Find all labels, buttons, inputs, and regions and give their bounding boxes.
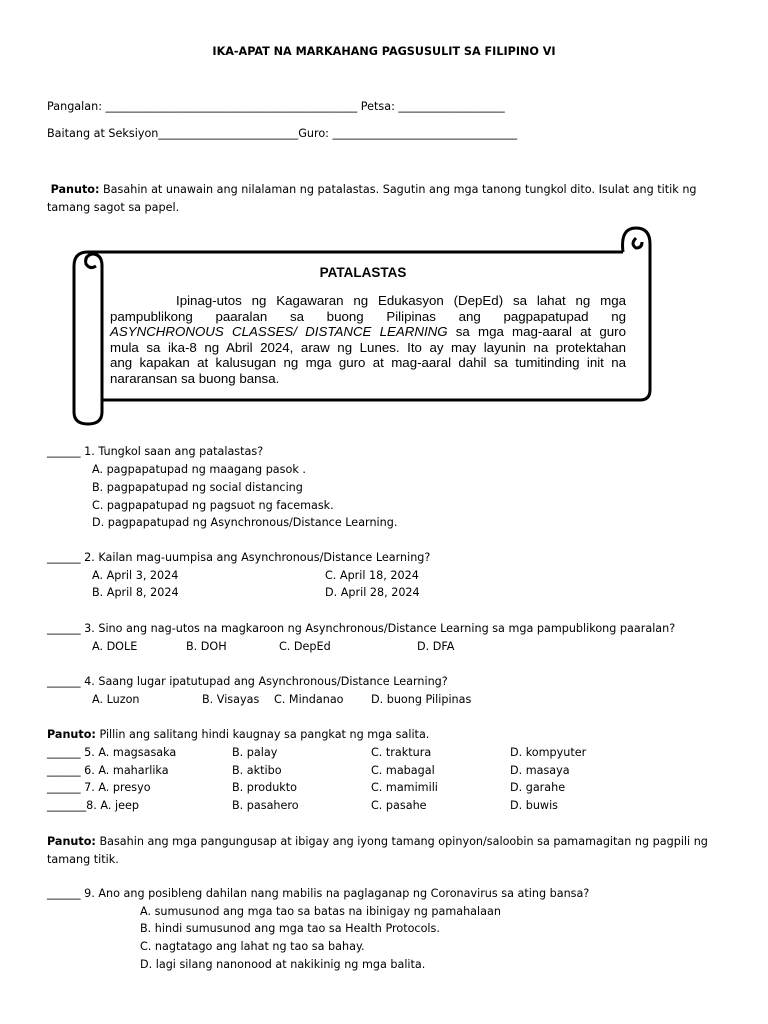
q4-option-c: C. Mindanao xyxy=(274,693,344,706)
word-row-6-a: ______ 6. A. maharlika xyxy=(47,764,169,777)
patalastas-title: PATALASTAS xyxy=(319,265,407,280)
q3-option-d: D. DFA xyxy=(417,640,455,653)
word-row-5-d: D. kompyuter xyxy=(510,746,587,759)
q4-option-b: B. Visayas xyxy=(202,693,260,706)
word-row-7-b: B. produkto xyxy=(232,781,297,794)
patalastas-scroll xyxy=(68,226,658,432)
q2-option-d: D. April 28, 2024 xyxy=(325,586,420,599)
word-row-6-b: B. aktibo xyxy=(232,764,282,777)
instructions-3 xyxy=(47,833,727,869)
q3-option-b: B. DOH xyxy=(186,640,227,653)
word-row-5-b: B. palay xyxy=(232,746,278,759)
q1-option-c: C. pagpapatupad ng pagsuot ng facemask. xyxy=(92,499,334,512)
patalastas-line-3-rest: sa mga mag-aaral at guro xyxy=(447,324,626,340)
instructions-2-text: Pillin ang salitang hindi kaugnay sa pangkat ng mga salita. xyxy=(95,728,430,741)
word-row-8-c: C. pasahe xyxy=(371,799,427,812)
section-teacher-line: Baitang at Seksiyon_________________________Guro: _________________________________ xyxy=(47,127,518,140)
word-row-6-c: C. mabagal xyxy=(371,764,435,777)
q1-option-d: D. pagpapatupad ng Asynchronous/Distance Learning. xyxy=(92,516,398,529)
name-date-line: Pangalan: _____________________________________________ Petsa: ___________________ xyxy=(47,100,505,113)
q2-option-c: C. April 18, 2024 xyxy=(325,569,419,582)
instructions-2-label: Panuto: xyxy=(47,728,96,741)
instructions-1-label: Panuto: xyxy=(50,183,100,196)
q2-option-a: A. April 3, 2024 xyxy=(92,569,179,582)
instructions-3-label: Panuto: xyxy=(47,835,96,848)
word-row-5-a: ______ 5. A. magsasaka xyxy=(47,746,177,759)
patalastas-line-1: Ipinag-utos ng Kagawaran ng Edukasyon (DepEd) sa lahat ng mga xyxy=(176,293,626,308)
word-row-8-d: D. buwis xyxy=(510,799,559,812)
q4-option-a: A. Luzon xyxy=(92,693,140,706)
instructions-1-text: Basahin at unawain ang nilalaman ng patalastas. Sagutin ang mga tanong tungkol dito. Isulat ang titik ng tamang sagot sa papel. xyxy=(47,183,697,214)
word-row-7-a: ______ 7. A. presyo xyxy=(47,781,151,794)
instructions-3-text: Basahin ang mga pangungusap at ibigay ang iyong tamang opinyon/saloobin sa pamamagitan ng pagpili ng tamang titik. xyxy=(47,835,708,866)
q1-option-a: A. pagpapatupad ng maagang pasok . xyxy=(92,463,306,476)
q9-stem: ______ 9. Ano ang posibleng dahilan nang mabilis na paglaganap ng Coronavirus sa ating bansa? xyxy=(47,887,590,900)
q1-stem: ______ 1. Tungkol saan ang patalastas? xyxy=(47,445,264,458)
instructions-1 xyxy=(47,181,727,217)
q2-option-b: B. April 8, 2024 xyxy=(92,586,179,599)
word-row-8-a: _______8. A. jeep xyxy=(47,799,139,812)
q3-option-c: C. DepEd xyxy=(279,640,331,653)
word-row-7-c: C. mamimili xyxy=(371,781,438,794)
patalastas-line-3 xyxy=(110,324,626,340)
q9-option-d: D. lagi silang nanonood at nakikinig ng mga balita. xyxy=(140,958,426,971)
word-row-8-b: B. pasahero xyxy=(232,799,299,812)
page-title: IKA-APAT NA MARKAHANG PAGSUSULIT SA FILIPINO VI xyxy=(212,45,556,58)
q1-option-b: B. pagpapatupad ng social distancing xyxy=(92,481,303,494)
q9-option-c: C. nagtatago ang lahat ng tao sa bahay. xyxy=(140,940,365,953)
patalastas-line-5: ang kapakan at kalusugan ng mga guro at mag-aaral dahil sa tumitinding init na xyxy=(110,355,626,371)
q9-option-b: B. hindi sumusunod ang mga tao sa Health Protocols. xyxy=(140,922,440,935)
word-row-6-d: D. masaya xyxy=(510,764,570,777)
q4-option-d: D. buong Pilipinas xyxy=(371,693,472,706)
instructions-2 xyxy=(47,728,429,741)
patalastas-line-3-italic: ASYNCHRONOUS CLASSES/ DISTANCE LEARNING xyxy=(110,324,448,340)
patalastas-line-4: mula sa ika-8 ng Abril 2024, araw ng Lunes. Ito ay may layunin na protektahan xyxy=(110,339,626,355)
word-row-5-c: C. traktura xyxy=(371,746,432,759)
patalastas-body xyxy=(110,293,626,387)
word-row-7-d: D. garahe xyxy=(510,781,566,794)
patalastas-line-2: pampublikong paaralan sa buong Pilipinas ang pagpapatupad ng xyxy=(110,308,626,324)
q9-option-a: A. sumusunod ang mga tao sa batas na ibinigay ng pamahalaan xyxy=(140,905,501,918)
q2-stem: ______ 2. Kailan mag-uumpisa ang Asynchronous/Distance Learning? xyxy=(47,551,431,564)
q3-option-a: A. DOLE xyxy=(92,640,138,653)
q3-stem: ______ 3. Sino ang nag-utos na magkaroon ng Asynchronous/Distance Learning sa mga pampublikong paaralan? xyxy=(47,622,676,635)
q4-stem: ______ 4. Saang lugar ipatutupad ang Asynchronous/Distance Learning? xyxy=(47,675,448,688)
patalastas-line-6: nararansan sa buong bansa. xyxy=(110,370,280,386)
